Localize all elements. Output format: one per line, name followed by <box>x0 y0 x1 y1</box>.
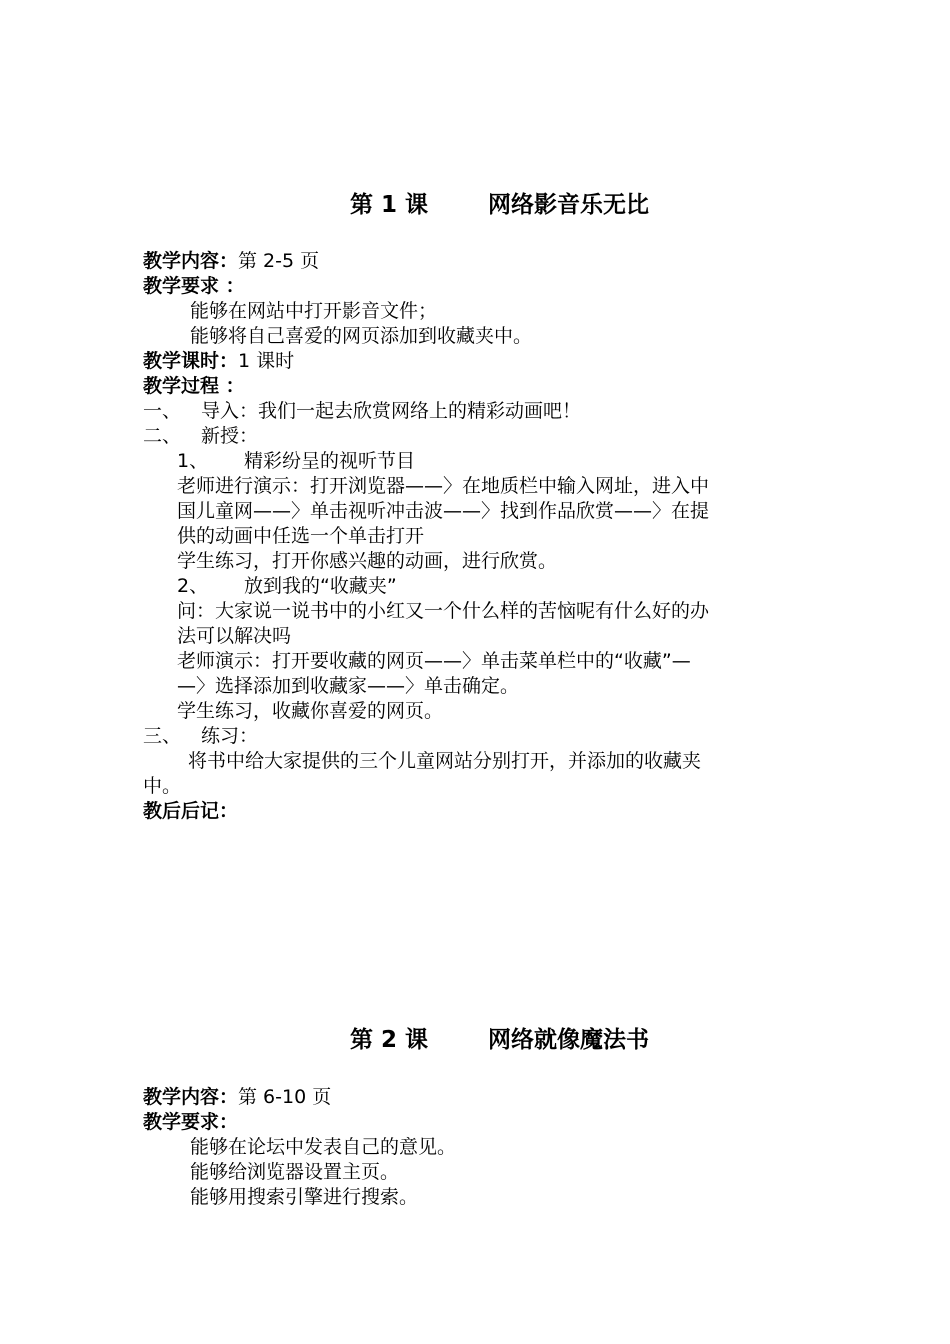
lesson1-hours-row <box>143 349 294 374</box>
lesson2-content-row <box>143 1085 331 1110</box>
requirement-item: 能够在网站中打开影音文件； <box>190 300 438 322</box>
content-value: 第 2-5 页 <box>238 250 320 272</box>
content-value: 第 6-10 页 <box>238 1086 332 1108</box>
demo-line: 老师进行演示：打开浏览器——〉在地质栏中输入网址，进入中 <box>177 475 710 497</box>
question-line: 问：大家说一说书中的小红又一个什么样的苦恼呢有什么好的办 <box>177 600 710 622</box>
demo-line: 供的动画中任选一个单击打开 <box>177 525 425 547</box>
exercise-line: 将书中给大家提供的三个儿童网站分别打开，并添加的收藏夹 <box>188 750 702 772</box>
practice-line: 学生练习，打开你感兴趣的动画，进行欣赏。 <box>177 550 558 572</box>
lesson1-number: 第 1 课 <box>350 192 429 218</box>
content-label: 教学内容： <box>143 1086 239 1108</box>
requirements-label: 教学要求 ： <box>143 275 245 297</box>
lesson1-name: 网络影音乐无比 <box>488 192 649 218</box>
demo-line: 老师演示：打开要收藏的网页——〉单击菜单栏中的“收藏”— <box>177 650 691 672</box>
section-3-text: 练习： <box>201 725 259 747</box>
demo-line: 国儿童网——〉单击视听冲击波——〉找到作品欣赏——〉在提 <box>177 500 710 522</box>
exercise-line: 中。 <box>143 775 182 797</box>
requirement-item: 能够将自己喜爱的网页添加到收藏夹中。 <box>190 325 533 347</box>
subsection-1-text: 精彩纷呈的视听节目 <box>244 450 416 472</box>
subsection-2-prefix: 2、 <box>177 575 209 597</box>
subsection-2-text: 放到我的“收藏夹” <box>244 575 397 597</box>
requirements-label: 教学要求： <box>143 1111 239 1133</box>
section-1-text: 导入：我们一起去欣赏网络上的精彩动画吧！ <box>201 400 582 422</box>
lesson2-number: 第 2 课 <box>350 1027 429 1053</box>
section-1-prefix: 一、 <box>143 400 182 422</box>
notes-label: 教后后记： <box>143 800 239 822</box>
requirement-item: 能够在论坛中发表自己的意见。 <box>190 1136 457 1158</box>
question-line: 法可以解决吗 <box>177 625 292 647</box>
section-2-text: 新授： <box>201 425 259 447</box>
section-3-prefix: 三、 <box>143 725 182 747</box>
process-label: 教学过程 ： <box>143 375 245 397</box>
lesson2-name: 网络就像魔法书 <box>488 1027 649 1053</box>
requirement-item: 能够给浏览器设置主页。 <box>190 1161 400 1183</box>
practice-line: 学生练习，收藏你喜爱的网页。 <box>177 700 444 722</box>
hours-value: 1 课时 <box>238 350 295 372</box>
content-label: 教学内容： <box>143 250 239 272</box>
subsection-1-prefix: 1、 <box>177 450 209 472</box>
section-2-prefix: 二、 <box>143 425 182 447</box>
demo-line: —〉选择添加到收藏家——〉单击确定。 <box>177 675 520 697</box>
hours-label: 教学课时： <box>143 350 239 372</box>
requirement-item: 能够用搜索引擎进行搜索。 <box>190 1186 419 1208</box>
lesson1-content-row <box>143 249 319 274</box>
